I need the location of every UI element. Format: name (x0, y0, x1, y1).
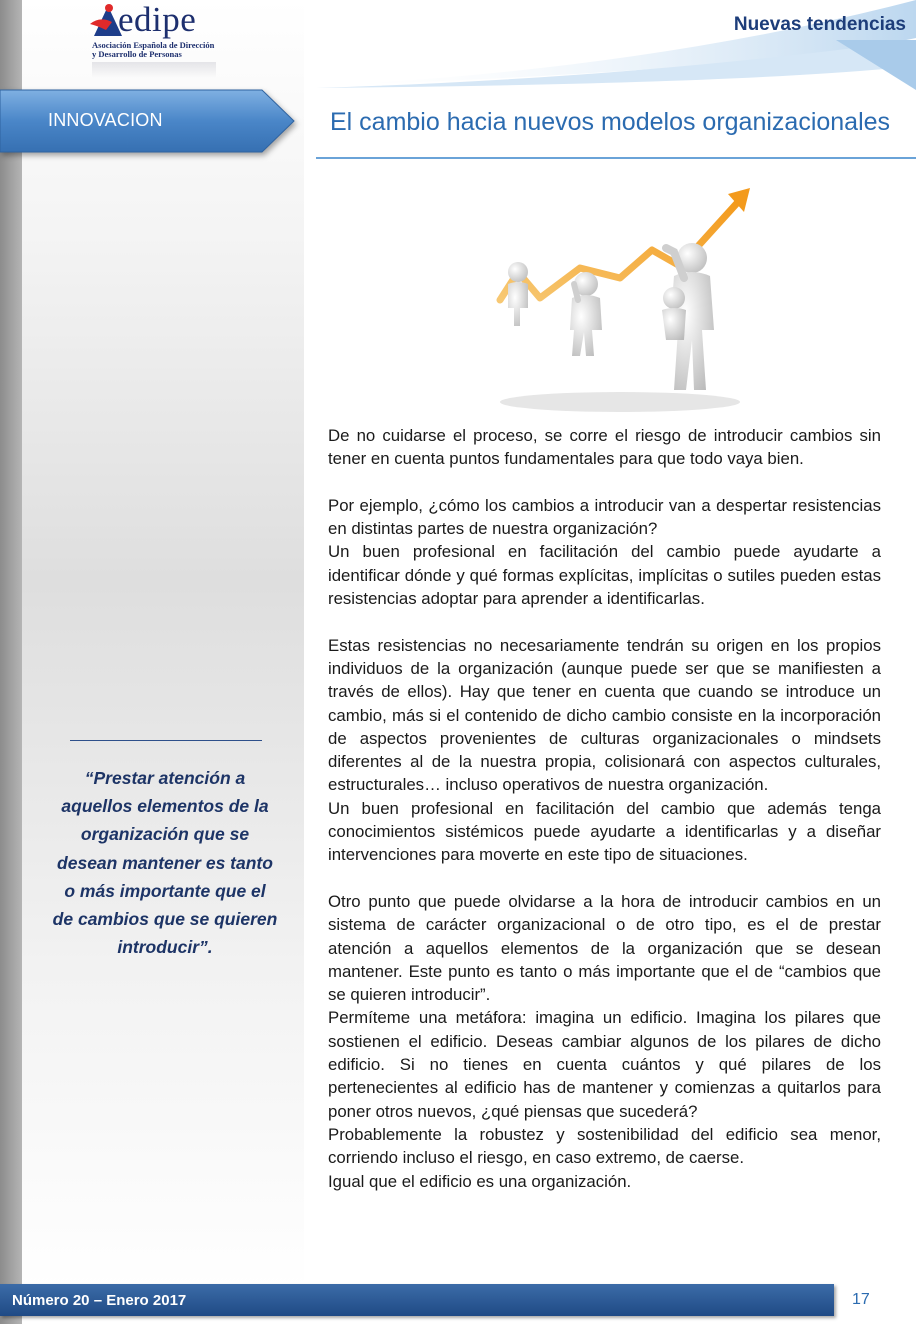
body-paragraph: Un buen profesional en facilitación del cambio que además tenga conocimientos sistémicos puede ayudarte a identificarlas y a diseñar intervenciones para moverte en este tipo de situaciones. (328, 798, 881, 865)
article-body (328, 424, 881, 1193)
body-paragraph: De no cuidarse el proceso, se corre el riesgo de introducir cambios sin tener en cuenta puntos fundamentales para que todo vaya bien. (328, 426, 881, 469)
body-paragraph: Igual que el edificio es una organización. (328, 1171, 632, 1191)
quote-divider (70, 740, 262, 741)
body-paragraph: Estas resistencias no necesariamente tendrán su origen en los propios individuos de la organización (aunque puede ser que se manifiesten a través de ellos). Hay que tener en cuenta que cuando se introduce un cambio, más si el contenido de dicho cambio consiste en la incorporación de aspectos provenientes de culturas organizacionales o mindsets diferentes al de la nuestra propia, colisionará con aspectos culturales, estructurales… incluso operativos de nuestra organización. (328, 635, 881, 795)
header-title: Nuevas tendencias (733, 14, 906, 35)
body-paragraph: Por ejemplo, ¿cómo los cambios a introducir van a despertar resistencias en distintas partes de nuestra organización? (328, 495, 881, 539)
logo-subtitle: Asociación Española de Dirección y Desarrollo de Personas (92, 40, 215, 59)
page-number: 17 (852, 1291, 870, 1308)
left-margin-strip (0, 0, 22, 1324)
body-paragraph: Un buen profesional en facilitación del cambio puede ayudarte a identificar dónde y qué formas explícitas, implícitas o sutiles pueden estas resistencias adoptar para aprender a identificarlas. (328, 542, 881, 609)
body-paragraph: Otro punto que puede olvidarse a la hora de introducir cambios en un sistema de carácter organizacional o de otro tipo, es el de prestar atención a aquellos elementos de la organización que se desean mantener. Este punto es tanto o más importante que el de “cambios que se quieren introducir”. (328, 891, 881, 1005)
section-label: INNOVACION (48, 110, 163, 130)
edipe-logo (88, 0, 218, 78)
article-title: El cambio hacia nuevos modelos organizacionales (330, 108, 891, 136)
body-paragraph: Probablemente la robustez y sostenibilidad del edificio sea menor, corriendo incluso el riesgo, en caso extremo, de caerse. (328, 1124, 881, 1168)
growth-arrow-illustration (470, 180, 770, 415)
pull-quote: “Prestar atención a aquellos elementos de la organización que se desean mantener es tanto o más importante que el de cambios que se quieren introducir”. (52, 768, 278, 958)
title-divider (316, 157, 916, 159)
logo-wordmark: edipe (118, 0, 197, 39)
body-paragraph: Permíteme una metáfora: imagina un edificio. Imagina los pilares que sostienen el edificio. Deseas cambiar algunos de los pilares de dicho edificio. Si no tienes en cuenta cuántos y qué pilares de los pertenecientes al edificio has de mantener y comienzas a quitarlos para poner otros nuevos, ¿qué piensas que sucederá? (328, 1008, 881, 1121)
issue-label: Número 20 – Enero 2017 (12, 1292, 187, 1309)
logo-reflection (92, 62, 216, 78)
sidebar-panel (22, 0, 304, 1290)
